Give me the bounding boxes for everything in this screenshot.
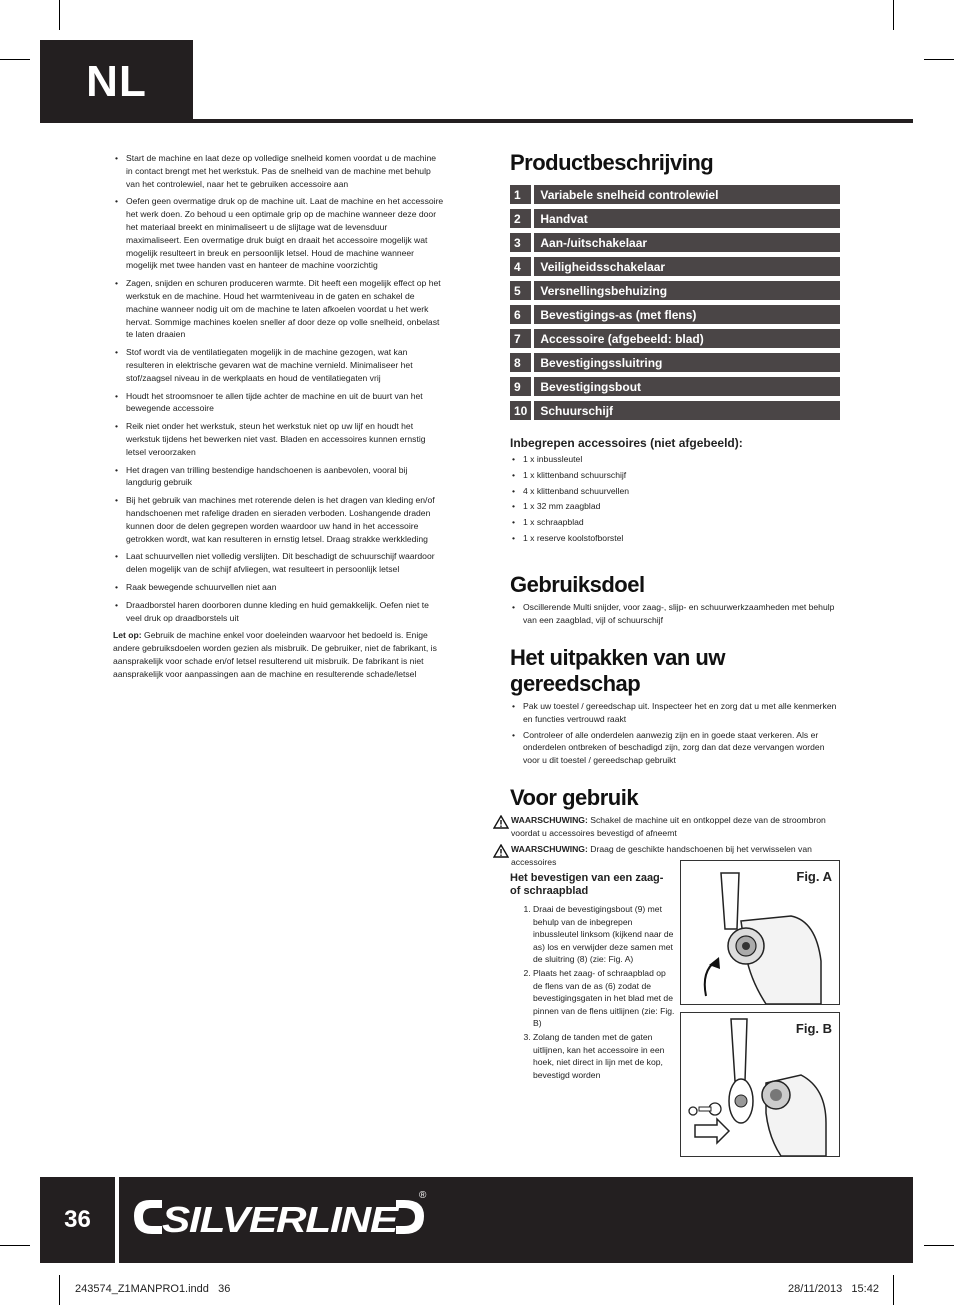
language-tab: NL (40, 40, 193, 123)
subheading-bevestigen: Het bevestigen van een zaag- of schraapblad (510, 872, 664, 897)
section-title-uitpakken: Het uitpakken van uw gereedschap (510, 645, 725, 696)
part-label: Accessoire (afgebeeld: blad) (534, 329, 840, 348)
crop-mark (59, 1275, 60, 1305)
part-number: 1 (510, 185, 531, 204)
crop-mark (0, 1245, 30, 1246)
page-number: 36 (64, 1206, 91, 1233)
table-row (510, 257, 840, 276)
crop-mark (924, 59, 954, 60)
figure-b-label: Fig. B (795, 1021, 832, 1036)
list-item: • Oefen geen overmatige druk op de machine uit. Laat de machine en het accessoire het werk doen. Zo behoud u een optimale grip op de machine wanneer deze door het materiaal breekt en minimaliseert u de slijtage wat de levensduur maximaliseert. Een overmatige druk buigt en draait het accessoire mogelijk wat mogelijk resulteert in breuk en persoonlijk letsel. Houd de machine wanneer mogelijk met twee handen vast en hanteer de machine voorzichtig (113, 195, 445, 272)
part-label: Aan-/uitschakelaar (534, 233, 840, 252)
list-item: • 4 x klittenband schuurvellen (510, 485, 840, 498)
note-text: Gebruik de machine enkel voor doeleinden waarvoor het bedoeld is. Enige andere gebruiksdoelen worden gezien als misbruik. De gebruiker, niet de fabrikant, is aansprakelijk voor schade en/of letsel resulterend uit misbruik. De fabrikant is niet aansprakelijk voor aanpassingen aan de machine en resulterende schade/letsel (113, 630, 437, 679)
left-column (113, 152, 445, 680)
table-row (510, 185, 840, 204)
figure-b (680, 1012, 840, 1157)
accessories-title: Inbegrepen accessoires (niet afgebeeld): (510, 436, 743, 450)
list-item: • Oscillerende Multi snijder, voor zaag-, slijp- en schuurwerkzaamheden met behulp van een zaagblad, vijl of schuurschijf (510, 601, 840, 627)
table-row (510, 329, 840, 348)
warning-icon (493, 844, 509, 858)
list-item: • 1 x 32 mm zaagblad (510, 500, 840, 513)
table-row (510, 353, 840, 372)
part-number: 6 (510, 305, 531, 324)
part-label: Variabele snelheid controlewiel (534, 185, 840, 204)
list-item: • 1 x inbussleutel (510, 453, 840, 466)
section-title-productbeschrijving: Productbeschrijving (510, 150, 714, 175)
steps-list (518, 903, 676, 1082)
table-row (510, 401, 840, 420)
part-number: 8 (510, 353, 531, 372)
part-label: Versnellingsbehuizing (534, 281, 840, 300)
list-item: • Zagen, snijden en schuren produceren warmte. Dit heeft een mogelijk effect op het werkstuk en de machine. Houd het warmteniveau in de gaten en schakel de machine wanneer nodig uit om de machine te laten afkoelen voordat u het werk hervat. Sommige machines koelen sneller af door deze op volle snelheid, onbelast te laten draaien (113, 277, 445, 341)
note-label: Let op: (113, 630, 142, 641)
table-row (510, 305, 840, 324)
header-rule (193, 119, 913, 123)
list-item: • Het dragen van trilling bestendige handschoenen is aanbevolen, vooral bij langdurig gebruik (113, 464, 445, 490)
list-item: • Start de machine en laat deze op volledige snelheid komen voordat u de machine in contact brengt met het werkstuk. Pas de snelheid van de machine met behulp van het controlewiel, naar het te gebruiken accessoire aan (113, 152, 445, 190)
warning-label: WAARSCHUWING: (511, 815, 588, 825)
list-item: • Stof wordt via de ventilatiegaten mogelijk in de machine gezogen, wat kan resulteren in elektrische gevaren wat de machine vernield. Minimaliseer het stof/zaagsel niveau in de werkplaats en houd de ventilatiegaten vrij (113, 346, 445, 384)
part-label: Bevestigingssluitring (534, 353, 840, 372)
gebruiksdoel-list (510, 601, 840, 630)
part-number: 3 (510, 233, 531, 252)
figure-a (680, 860, 840, 1005)
list-item: • 1 x reserve koolstofborstel (510, 532, 840, 545)
list-item: 3. Zolang de tanden met de gaten uitlijnen, kan het accessoire in een hoek, niet direct in lijn met de kop, bevestigd worden (533, 1031, 676, 1081)
section-title-voor-gebruik: Voor gebruik (510, 785, 639, 810)
part-number: 2 (510, 209, 531, 228)
list-item: • Laat schuurvellen niet volledig verslijten. Dit beschadigt de schuurschijf waardoor delen mogelijk van de schijf afvliegen, wat resulteert in persoonlijk letsel (113, 550, 445, 576)
part-label: Bevestigingsbout (534, 377, 840, 396)
part-number: 4 (510, 257, 531, 276)
list-item: • Raak bewegende schuurvellen niet aan (113, 581, 445, 594)
warning-label: WAARSCHUWING: (511, 844, 588, 854)
table-row (510, 209, 840, 228)
part-label: Bevestigings-as (met flens) (534, 305, 840, 324)
list-item: • Draadborstel haren doorboren dunne kleding en huid gemakkelijk. Oefen niet te veel druk op draadborstels uit (113, 599, 445, 625)
list-item: • Houdt het stroomsnoer te allen tijde achter de machine en uit de buurt van het bewegende accessoire (113, 390, 445, 416)
crop-mark (893, 0, 894, 30)
part-number: 5 (510, 281, 531, 300)
list-item: • 1 x klittenband schuurschijf (510, 469, 840, 482)
slug-file-info: 243574_Z1MANPRO1.indd 36 (75, 1283, 231, 1295)
registered-mark: ® (419, 1190, 427, 1201)
part-label: Handvat (534, 209, 840, 228)
crop-mark (59, 0, 60, 30)
part-number: 7 (510, 329, 531, 348)
crop-mark (0, 59, 30, 60)
list-item: 1. Draai de bevestigingsbout (9) met behulp van de inbegrepen inbussleutel linksom (kijkend naar de as) los en verwijder deze samen met de sluitring (8) (zie: Fig. A) (533, 903, 676, 966)
list-item: • Reik niet onder het werkstuk, steun het werkstuk niet op uw lijf en houdt het werkstuk tijdens het bewerken niet vast. Bladen en accessoires kunnen ernstig letsel veroorzaken (113, 420, 445, 458)
warning-note (493, 814, 856, 839)
part-number: 10 (510, 401, 531, 420)
figure-a-label: Fig. A (796, 869, 832, 884)
list-item: • Pak uw toestel / gereedschap uit. Inspecteer het en zorg dat u met alle kenmerken en functies vertrouwd raakt (510, 700, 840, 726)
list-item: 2. Plaats het zaag- of schraapblad op de flens van de as (6) zodat de bevestigingsgaten in het blad met de pinnen van de flens uitlijnen (zie: Fig. B) (533, 967, 676, 1030)
silverline-logo (132, 1188, 432, 1253)
uitpakken-list (510, 700, 840, 770)
crop-mark (893, 1275, 894, 1305)
list-item: • Bij het gebruik van machines met roterende delen is het dragen van kleding en/of handschoenen met rafelige draden en sieraden verboden. Loshangende draden kunnen door de delen gegrepen worden waardoor uw hand in het accessoire getrokken wordt, wat kan resulteren in ernstig letsel. Draag strakke werkkleding (113, 494, 445, 545)
parts-table (510, 180, 840, 425)
list-item: • 1 x schraapblad (510, 516, 840, 529)
table-row (510, 233, 840, 252)
part-number: 9 (510, 377, 531, 396)
brand-wordmark: SILVERLINE (162, 1199, 400, 1240)
warning-icon (493, 815, 509, 829)
footer-divider (115, 1177, 119, 1263)
accessories-list (510, 453, 840, 548)
warning-text: Draag de geschikte handschoenen bij het verwisselen van accessoires (511, 844, 812, 867)
usage-note (113, 629, 445, 680)
section-title-gebruiksdoel: Gebruiksdoel (510, 572, 645, 597)
slug-date-info: 28/11/2013 15:42 (788, 1283, 879, 1295)
part-label: Schuurschijf (534, 401, 840, 420)
list-item: • Controleer of alle onderdelen aanwezig zijn en in goede staat verkeren. Als er onderdelen ontbreken of beschadigd zijn, zorg dan dat deze vervangen worden voor u dit toestel / gereedschap gebruikt (510, 729, 840, 767)
crop-mark (924, 1245, 954, 1246)
part-label: Veiligheidsschakelaar (534, 257, 840, 276)
table-row (510, 377, 840, 396)
table-row (510, 281, 840, 300)
warning-text: Schakel de machine uit en ontkoppel deze van de stroombron voordat u accessoires bevestigd of afneemt (511, 815, 826, 838)
safety-bullet-list (113, 152, 445, 624)
